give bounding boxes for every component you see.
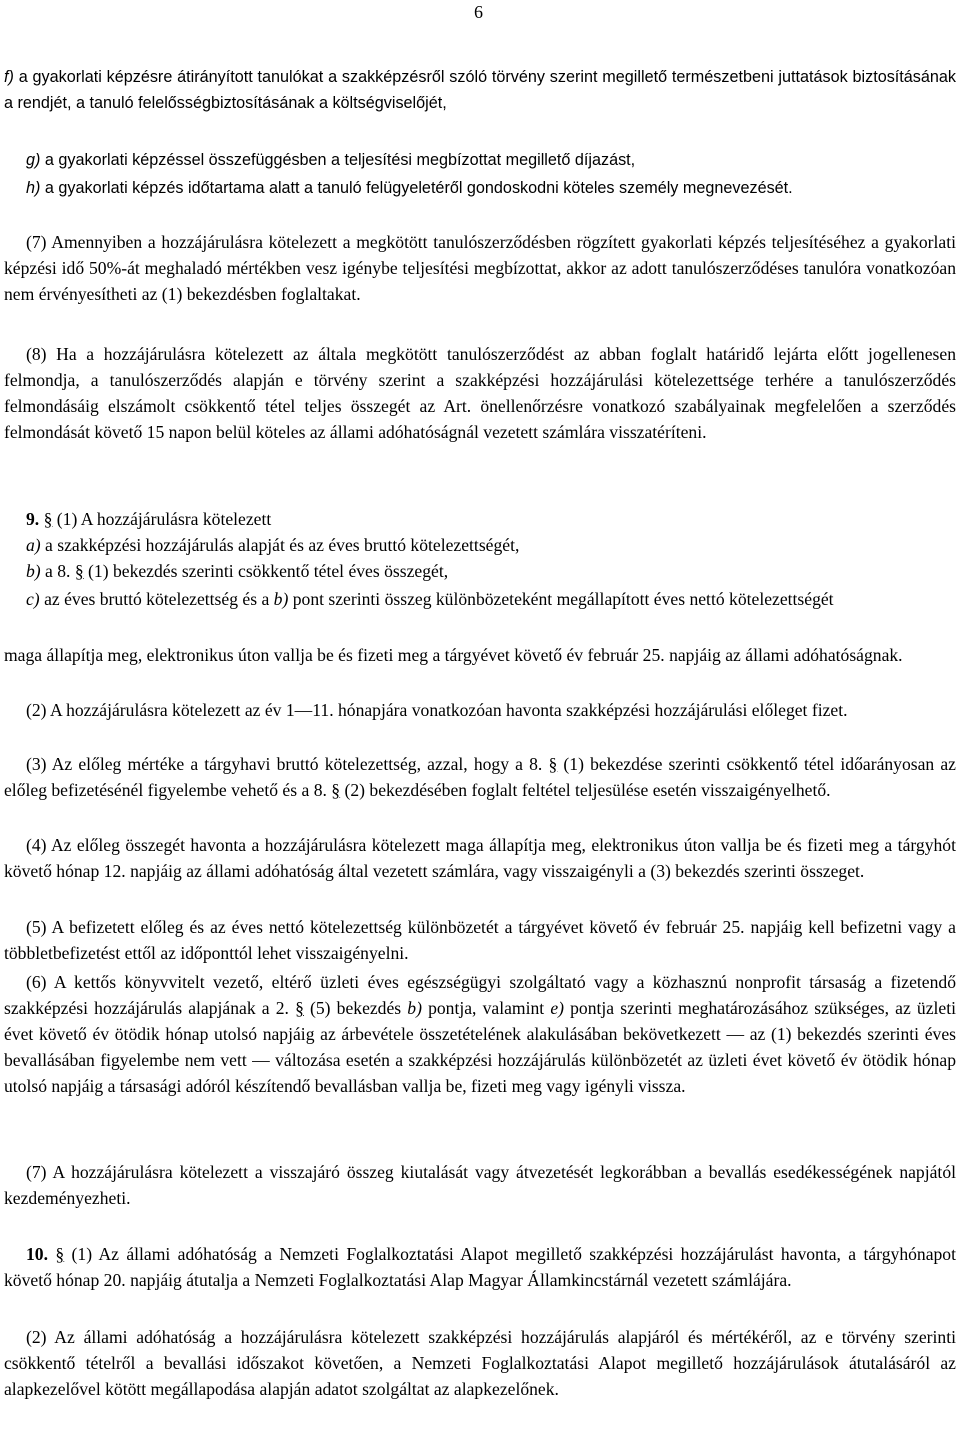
item-f-text: a gyakorlati képzésre átirányított tanulókat a szakképzésről szóló törvény szerint megillető természetbeni juttatások biztosításának a rendjét, a tanuló felelősségbiztosításának a költségviselőjét, bbox=[4, 68, 956, 113]
p3-part-b: (1) bekezdése szerinti csökkentő tétel időarányosan az előleg befizetésénél figyelembe vehető és a 8. bbox=[4, 754, 956, 801]
section-sign: § bbox=[74, 561, 84, 581]
section-sign: § bbox=[55, 1244, 65, 1264]
section-9-paragraph-2: (2) A hozzájárulásra kötelezett az év 1—11. hónapjára vonatkozóan havonta szakképzési hozzájárulási előleget fizet. bbox=[26, 700, 848, 720]
item-c-mid: az éves bruttó kötelezettség és a bbox=[39, 589, 274, 609]
item-g-text: a gyakorlati képzéssel összefüggésben a teljesítési megbízottat megillető díjazást, bbox=[40, 151, 636, 169]
section-9-heading bbox=[4, 506, 956, 532]
section-sign: § bbox=[43, 509, 53, 529]
item-g-label: g) bbox=[26, 151, 41, 169]
item-a-text: a szakképzési hozzájárulás alapját és az éves bruttó kötelezettségét, bbox=[40, 535, 520, 555]
section-10-paragraph-1 bbox=[4, 1241, 956, 1293]
section-9-item-c bbox=[4, 586, 956, 612]
item-h bbox=[4, 175, 956, 201]
item-f bbox=[4, 64, 956, 116]
item-b-pre: a 8. bbox=[40, 561, 75, 581]
section-9-paragraph-4: (4) Az előleg összegét havonta a hozzájárulásra kötelezett maga állapítja meg, elektronikus úton vallja be és fizeti meg a tárgyhót követő hónap 12. napjáig az állami adóhatóság által vezetett számlára, vagy visszaigényli a (3) bekezdés szerinti összeget. bbox=[4, 835, 956, 882]
p6-part-c: pontja, valamint bbox=[421, 998, 551, 1019]
item-f-label: f) bbox=[4, 68, 14, 86]
item-c-ref: b) bbox=[273, 589, 289, 609]
item-a-label: a) bbox=[26, 535, 41, 555]
section-10-number: 10. bbox=[26, 1244, 48, 1264]
section-9-paragraph-3 bbox=[4, 751, 956, 803]
section-10-p1-text: (1) Az állami adóhatóság a Nemzeti Foglalkoztatási Alapot megillető szakképzési hozzájárulást havonta, a tárgyhónapot követő hónap 20. napjáig átutalja a Nemzeti Foglalkoztatási Alap Magyar Államkincstárnál vezetett számlájára. bbox=[4, 1244, 956, 1291]
item-c-text: pont szerinti összeg különbözeteként megállapított éves nettó kötelezettségét bbox=[288, 589, 834, 609]
item-h-label: h) bbox=[26, 179, 41, 197]
section-sign: § bbox=[295, 998, 304, 1019]
item-b-text: (1) bekezdés szerinti csökkentő tétel éves összegét, bbox=[83, 561, 449, 581]
p6-part-d: pontja szerinti meghatározásához szükséges, az üzleti évet követő év ötödik hónap utolsó napjáig az árbevétele összetételének alakulásában bekövetkezett — az (1) bekezdés szerinti éves bevallásában figyelembe nem vett — változása esetén a szakképzési hozzájárulás különbözetét az üzleti évet követő év ötödik hónap utolsó napjáig a társasági adóról készítendő bevallásban vallja be, fizeti meg vagy igényli vissza. bbox=[4, 998, 956, 1097]
section-9-item-b bbox=[4, 558, 956, 584]
item-h-text: a gyakorlati képzés időtartama alatt a tanuló felügyeletéről gondoskodni köteles személy megnevezését. bbox=[40, 179, 793, 197]
section-9-paragraph-6 bbox=[4, 969, 956, 1099]
item-c-label: c) bbox=[26, 589, 40, 609]
paragraph-7: (7) Amennyiben a hozzájárulásra kötelezett a megkötött tanulószerződésben rögzített gyakorlati képzés teljesítéséhez a gyakorlati képzési idő 50%-át meghaladó mértékben vesz igénybe teljesítési megbízottat, akkor az adott tanulószerződéses tanulóra vonatkozóan nem érvényesítheti az (1) bekezdésben foglaltakat. bbox=[4, 232, 956, 305]
paragraph-8: (8) Ha a hozzájárulásra kötelezett az általa megkötött tanulószerződést az abban foglalt határidő lejárta előtt jogellenesen felmondja, a tanulószerződés alapján e törvény szerint a szakképzési hozzájárulási kötelezettsége terhére a tanulószerződés felmondásáig elszámolt csökkentő tétel teljes összegét az Art. önellenőrzésre vonatkozó szabályainak megfelelően a szerződés felmondását követő 15 napon belül köteles az állami adóhatóságnál vezetett számlára visszatéríteni. bbox=[4, 344, 956, 443]
section-9-paragraph-5: (5) A befizetett előleg és az éves nettó kötelezettség különbözetét a tárgyévet követő év február 25. napjáig kell befizetni vagy a többletbefizetést ettől az időponttól lehet visszaigényelni. bbox=[4, 917, 956, 964]
section-10-paragraph-2: (2) Az állami adóhatóság a hozzájárulásra kötelezett szakképzési hozzájárulás alapjáról és mértékéről, az e törvény szerinti csökkentő tételről a bevallási időszakot követően, a Nemzeti Foglalkoztatási Alapot megillető hozzájárulások átutalásáról az alapkezelővel kötött megállapodása alapján adatot szolgáltat az alapkezelőnek. bbox=[4, 1327, 956, 1400]
section-9-paragraph-7: (7) A hozzájárulásra kötelezett a visszajáró összeg kiutalását vagy átvezetését legkorábban a bevallás esedékességének napjától kezdeményezheti. bbox=[4, 1162, 956, 1209]
p6-part-a: (6) A kettős könyvvitelt vezető, eltérő üzleti éves egészségügyi szolgáltató vagy a közhasznú nonprofit társaság a fizetendő szakképzési hozzájárulás alapjának a 2. bbox=[4, 972, 956, 1019]
item-g bbox=[4, 147, 956, 173]
section-9-item-a bbox=[4, 532, 956, 558]
p6-ref-e: e) bbox=[550, 998, 564, 1019]
p6-ref-b: b) bbox=[407, 998, 422, 1019]
section-sign: § bbox=[548, 754, 558, 774]
p6-part-b: (5) bekezdés bbox=[303, 998, 408, 1019]
p3-part-c: (2) bekezdésében foglalt feltétel teljesülése esetén visszaigényelhető. bbox=[340, 780, 831, 801]
section-9-closing: maga állapítja meg, elektronikus úton vallja be és fizeti meg a tárgyévet követő év február 25. napjáig az állami adóhatóságnak. bbox=[4, 645, 903, 665]
p3-part-a: (3) Az előleg mértéke a tárgyhavi bruttó kötelezettség, azzal, hogy a 8. bbox=[26, 754, 549, 774]
item-b-label: b) bbox=[26, 561, 41, 581]
page-number: 6 bbox=[474, 2, 483, 22]
section-9-number: 9. bbox=[26, 509, 40, 529]
section-sign: § bbox=[331, 780, 341, 801]
section-9-intro: (1) A hozzájárulásra kötelezett bbox=[52, 509, 272, 529]
